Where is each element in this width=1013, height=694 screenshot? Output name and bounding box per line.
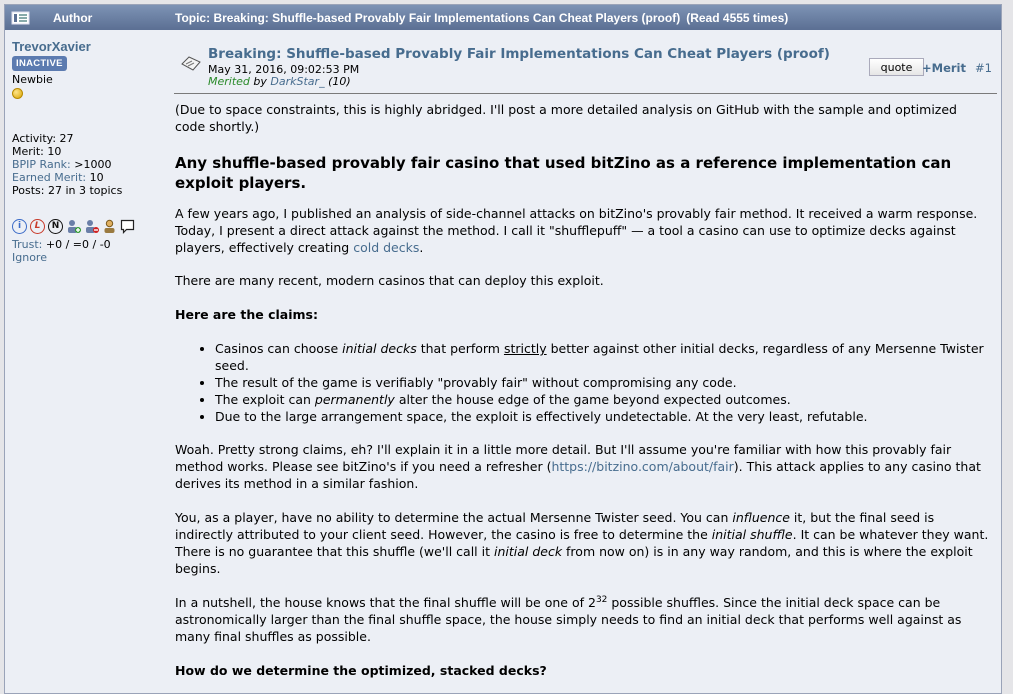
- merited-line: [208, 75, 351, 88]
- trust-stat: [12, 238, 165, 251]
- add-buddy-icon[interactable]: [66, 219, 81, 234]
- paragraph-3-end: ). This attack applies to any casino that derives its method in a similar fashion.: [175, 459, 981, 491]
- paragraph-1-end: .: [419, 240, 424, 255]
- paragraph-4-text-d: from now on) is in any way random, and this is where the exploit begins.: [175, 544, 973, 576]
- poster-stats: [12, 132, 165, 197]
- claim-1-text-c: better against other initial decks, regardless of any Mersenne Twister seed.: [215, 341, 984, 373]
- topic-icon: [11, 11, 31, 25]
- bpip-rank-link[interactable]: BPIP Rank:: [12, 158, 71, 171]
- merit-button[interactable]: +Merit: [922, 61, 966, 75]
- claim-3-text-b: alter the house edge of the game beyond expected outcomes.: [394, 392, 791, 407]
- paragraph-4-text-b: it, but the final seed is indirectly attributed to your client seed. However, the casino is free to determine the: [175, 510, 935, 542]
- post-container: [5, 31, 1001, 693]
- cold-decks-link[interactable]: cold decks: [353, 240, 420, 255]
- paragraph-5-text-a: In a nutshell, the house knows that the final shuffle will be one of 2: [175, 595, 596, 610]
- topic-title: Topic: Breaking: Shuffle-based Provably Fair Implementations Can Cheat Players (proof): [175, 10, 681, 25]
- paragraph-5-text-b: possible shuffles. Since the initial deck space can be astronomically larger than the final shuffle space, the house simply needs to find an initial deck that performs well against as many final shuffles as possible.: [175, 595, 962, 644]
- read-count: (Read 4555 times): [686, 10, 789, 25]
- claim-3-emphasis: permanently: [314, 392, 395, 407]
- post-header: [174, 31, 997, 89]
- ledger-icon[interactable]: L: [30, 219, 45, 234]
- paragraph-1-text: A few years ago, I published an analysis of side-channel attacks on bitZino's provably fair method. It received a warm response. Today, I present a direct attack against the method. I call it "shufflepuff" — a tool a casino can use to optimize decks against players, effectively creating: [175, 206, 978, 255]
- earned-merit-value: 10: [89, 171, 104, 184]
- post-subject-link[interactable]: Breaking: Shuffle-based Provably Fair Implementations Can Cheat Players (proof): [208, 46, 830, 62]
- paragraph-2: There are many recent, modern casinos that can deploy this exploit.: [175, 273, 604, 288]
- ignore-link[interactable]: Ignore: [12, 251, 47, 264]
- poster-info: [5, 31, 165, 693]
- trust-link[interactable]: Trust:: [12, 238, 43, 251]
- by-text: by: [253, 75, 267, 88]
- merited-by-link[interactable]: DarkStar_: [270, 75, 325, 88]
- earned-merit-link[interactable]: Earned Merit:: [12, 171, 87, 184]
- activity-stat: Activity: 27: [12, 132, 74, 145]
- paragraph-1: [175, 205, 991, 256]
- list-item: • Due to the large arrangement space, the exploit is effectively undetectable. At the very least, refutable.: [215, 408, 991, 425]
- exponent: 32: [595, 594, 608, 605]
- trust-value: +0 / =0 / -0: [45, 238, 111, 251]
- merited-text: Merited: [208, 75, 250, 88]
- paragraph-4-text-a: You, as a player, have no ability to determine the actual Mersenne Twister seed. You can: [175, 510, 733, 525]
- poster-rank: Newbie: [12, 73, 53, 86]
- header-divider: [174, 93, 997, 94]
- author-column-header: Author: [53, 10, 93, 25]
- bitzino-fair-link[interactable]: https://bitzino.com/about/fair: [551, 459, 734, 474]
- info-icon[interactable]: i: [12, 219, 27, 234]
- remove-buddy-icon[interactable]: [84, 219, 99, 234]
- posts-stat: Posts: 27 in 3 topics: [12, 184, 123, 197]
- post-icon: [180, 55, 202, 76]
- ninja-icon[interactable]: N: [48, 219, 63, 234]
- list-item: [215, 391, 991, 408]
- bpip-rank-value: >1000: [74, 158, 112, 171]
- paragraph-4-emphasis-1: influence: [732, 510, 790, 525]
- claim-1-text-a: Casinos can choose: [215, 341, 343, 356]
- paragraph-4-text-c: . It can be whatever they want. There is no guarantee that this shuffle (we'll call it: [175, 527, 989, 559]
- quote-button[interactable]: quote: [869, 58, 924, 76]
- merit-amount: (10): [328, 75, 351, 88]
- paragraph-4-emphasis-2: initial shuffle: [711, 527, 793, 542]
- status-badge: INACTIVE: [12, 56, 67, 71]
- claim-1-underline: strictly: [503, 341, 547, 356]
- intro-paragraph: (Due to space constraints, this is highly abridged. I'll post a more detailed analysis on GitHub with the sample and optimized code shortly.): [175, 102, 957, 134]
- message-icon[interactable]: [120, 219, 135, 234]
- post-number-link[interactable]: #1: [975, 61, 992, 75]
- post-date: May 31, 2016, 09:02:53 PM: [208, 63, 360, 76]
- merit-stat: Merit: 10: [12, 145, 62, 158]
- forum-thread-frame: [4, 4, 1002, 694]
- paragraph-4: [175, 509, 991, 577]
- paragraph-5: [175, 594, 991, 645]
- paragraph-4-emphasis-3: initial deck: [493, 544, 563, 559]
- claim-1-text-b: that perform: [416, 341, 504, 356]
- paragraph-3-text: Woah. Pretty strong claims, eh? I'll explain it in a little more detail. But I'll assume you're familiar with how this provably fair method works. Please see bitZino's if you need a refresher (: [175, 442, 952, 474]
- subheading-optimized-decks: How do we determine the optimized, stacked decks?: [175, 663, 547, 678]
- thread-header-bar: [5, 5, 1001, 30]
- claims-list: [175, 340, 991, 425]
- claims-heading: Here are the claims:: [175, 307, 318, 322]
- claim-1-emphasis: initial decks: [342, 341, 417, 356]
- post-heading: Any shuffle-based provably fair casino that used bitZino as a reference implementation can exploit players.: [175, 154, 952, 192]
- paragraph-3: [175, 441, 991, 492]
- user-profile-icon[interactable]: [102, 219, 117, 234]
- bpip-rank-stat: [12, 158, 165, 171]
- list-item: • The result of the game is verifiably "provably fair" without compromising any code.: [215, 374, 991, 391]
- post-body: [175, 101, 991, 679]
- profile-icons: [12, 217, 165, 235]
- claim-3-text-a: The exploit can: [215, 392, 315, 407]
- list-item: [215, 340, 991, 374]
- post-content: [174, 31, 997, 693]
- poster-name-link[interactable]: TrevorXavier: [12, 39, 91, 54]
- rank-coin-icon: [12, 88, 23, 99]
- earned-merit-stat: [12, 171, 165, 184]
